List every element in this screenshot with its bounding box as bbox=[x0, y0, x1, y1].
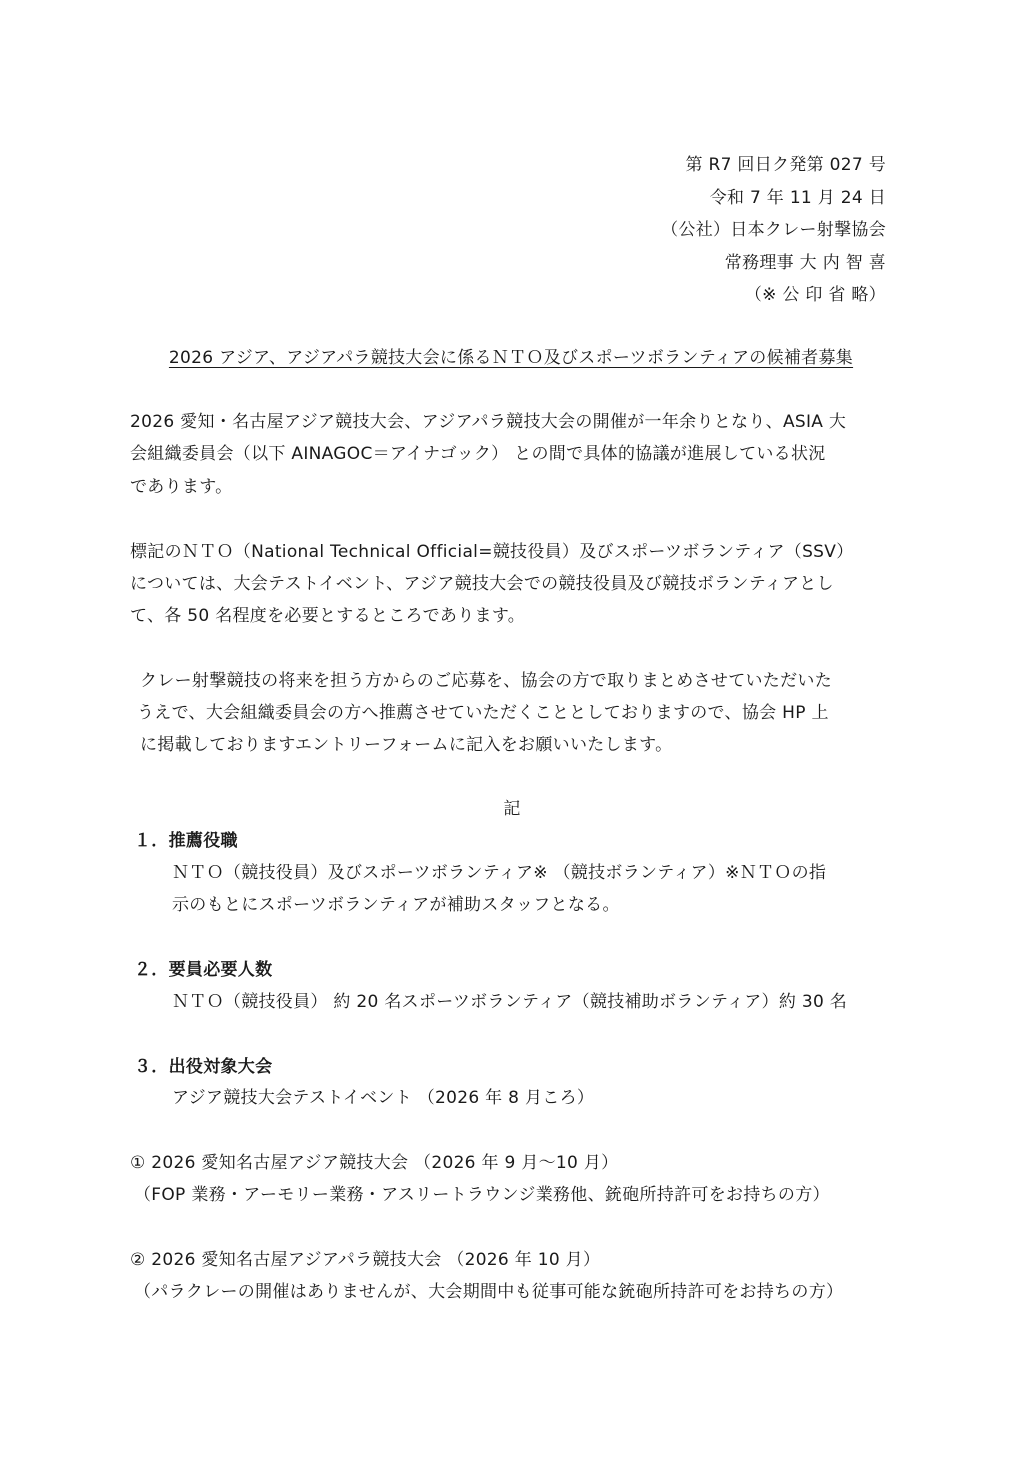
para3-line-2: うえで、大会組織委員会の方へ推薦させていただくこととしておりますので、協会 HP 上 bbox=[137, 703, 829, 723]
seal-omitted-note: （※ 公 印 省 略） bbox=[744, 285, 886, 305]
event-1-title: ① 2026 愛知名古屋アジア競技大会 （2026 年 9 月～10 月） bbox=[130, 1153, 619, 1173]
organization-name: （公社）日本クレー射撃協会 bbox=[661, 220, 886, 240]
para3-line-3: に掲載しておりますエントリーフォームに記入をお願いいたします。 bbox=[140, 735, 673, 755]
para2-line-3: て、各 50 名程度を必要とするところであります。 bbox=[130, 606, 526, 626]
section-1-heading: １．推薦役職 bbox=[134, 831, 238, 851]
para2-line-2: については、大会テストイベント、アジア競技大会での競技役員及び競技ボランティアとし bbox=[130, 574, 834, 594]
para1-line-1: 2026 愛知・名古屋アジア競技大会、アジアパラ競技大会の開催が一年余りとなり、ASIA 大 bbox=[130, 412, 847, 432]
event-2-note: （パラクレーの開催はありませんが、大会期間中も従事可能な銃砲所持許可をお持ちの方） bbox=[134, 1282, 844, 1302]
section-2-line-1: ＮＴＯ（競技役員） 約 20 名スポーツボランティア（競技補助ボランティア）約 30 名 bbox=[172, 992, 848, 1012]
event-1-note: （FOP 業務・アーモリー業務・アスリートラウンジ業務他、銃砲所持許可をお持ちの方） bbox=[134, 1185, 830, 1205]
para3-line-1: クレー射撃競技の将来を担う方からのご応募を、協会の方で取りまとめさせていただいた bbox=[140, 671, 832, 691]
section-1-line-1: ＮＴＯ（競技役員）及びスポーツボランティア※ （競技ボランティア）※ＮＴＯの指 bbox=[172, 863, 827, 883]
section-3-line-1: アジア競技大会テストイベント （2026 年 8 月ころ） bbox=[172, 1088, 595, 1108]
section-1-line-2: 示のもとにスポーツボランティアが補助スタッフとなる。 bbox=[172, 895, 620, 915]
para1-line-2: 会組織委員会（以下 AINAGOC＝アイナゴック） との間で具体的協議が進展している状況 bbox=[130, 444, 826, 464]
document-title: 2026 アジア、アジアパラ競技大会に係るＮＴＯ及びスポーツボランティアの候補者募集 bbox=[168, 348, 854, 368]
event-2-title: ② 2026 愛知名古屋アジアパラ競技大会 （2026 年 10 月） bbox=[130, 1250, 601, 1270]
document-number: 第 R7 回日ク発第 027 号 bbox=[685, 155, 886, 175]
para1-line-3: であります。 bbox=[130, 477, 233, 497]
section-3-heading: ３．出役対象大会 bbox=[134, 1057, 273, 1077]
signer-name: 常務理事 大 内 智 喜 bbox=[724, 253, 886, 273]
ki-marker: 記 bbox=[503, 799, 521, 819]
document-date: 令和 7 年 11 月 24 日 bbox=[709, 188, 886, 208]
para2-line-1: 標記のＮＴＯ（National Technical Official=競技役員）及びスポーツボランティア（SSV） bbox=[130, 542, 854, 562]
section-2-heading: ２．要員必要人数 bbox=[134, 960, 273, 980]
